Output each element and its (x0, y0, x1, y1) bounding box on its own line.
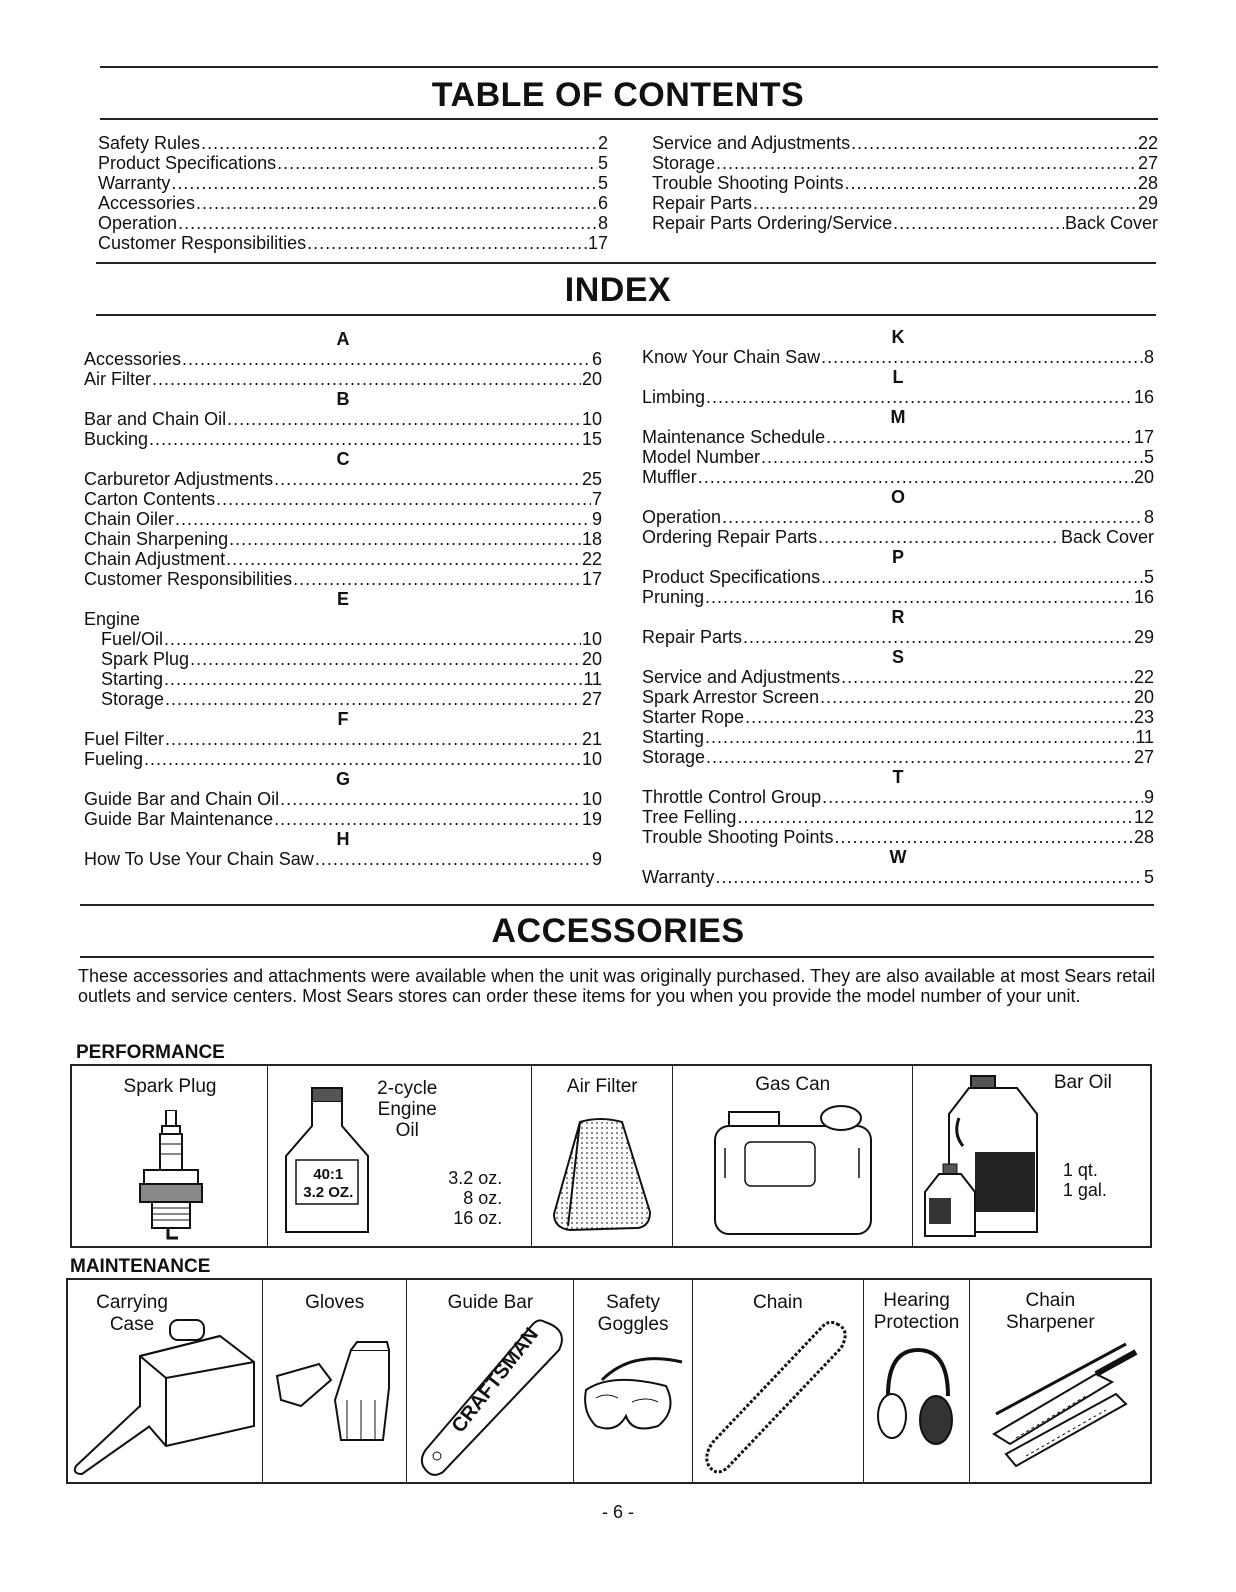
leader-dots (171, 173, 597, 193)
entry-page: 28 (1137, 173, 1158, 193)
air-filter-label: Air Filter (566, 1076, 638, 1097)
entry-label: Trouble Shooting Points (652, 173, 844, 193)
entry-page: 29 (1137, 193, 1158, 213)
entry-page: Back Cover (1064, 213, 1158, 233)
entry-label: Repair Parts (642, 627, 743, 647)
leader-dots (834, 827, 1133, 847)
entry-page: 20 (581, 369, 602, 389)
carrying-case-label: Carrying Case (96, 1292, 168, 1335)
list-item (84, 529, 602, 549)
chain-sharpener-icon (976, 1334, 1146, 1474)
index-letter: B (336, 389, 350, 409)
engine-oil-label: 2-cycle Engine Oil (377, 1078, 438, 1141)
entry-label: Carburetor Adjustments (84, 469, 274, 489)
entry-page: 16 (1133, 587, 1154, 607)
leader-dots (821, 347, 1143, 367)
entry-page: 5 (597, 153, 608, 173)
list-item (642, 567, 1154, 587)
entry-label: Know Your Chain Saw (642, 347, 821, 367)
entry-page: 20 (581, 649, 602, 669)
list-item (98, 233, 608, 253)
list-item (84, 549, 602, 569)
index-title: INDEX (564, 271, 672, 309)
index-letter: W (889, 847, 907, 867)
list-item (84, 849, 602, 869)
list-item (84, 729, 602, 749)
safety-goggles-cell (574, 1280, 693, 1482)
list-item (84, 789, 602, 809)
leader-dots (705, 587, 1133, 607)
entry-page: 6 (597, 193, 608, 213)
entry-label: Service and Adjustments (642, 667, 841, 687)
list-item (98, 173, 608, 193)
leader-dots (229, 529, 581, 549)
entry-page: 6 (591, 349, 602, 369)
hearing-protection-icon (874, 1346, 962, 1456)
toc-left-column (98, 133, 608, 253)
entry-page: Back Cover (1060, 527, 1154, 547)
leader-dots (164, 669, 582, 689)
spark-plug-icon (138, 1110, 204, 1240)
entry-label: Fuel/Oil (101, 629, 164, 649)
entry-label: Fueling (84, 749, 144, 769)
entry-label: Repair Parts (652, 193, 753, 213)
hearing-protection-label: Hearing Protection (873, 1290, 960, 1333)
entry-page: 22 (1137, 133, 1158, 153)
entry-page: 8 (597, 213, 608, 233)
leader-dots (274, 469, 581, 489)
index-letter: S (891, 647, 904, 667)
entry-label: Chain Adjustment (84, 549, 226, 569)
chain-label: Chain (753, 1292, 803, 1313)
entry-label: Bucking (84, 429, 149, 449)
index-letter: C (336, 449, 350, 469)
toc-bottom-rule (100, 118, 1158, 120)
index-letter: O (890, 487, 905, 507)
leader-dots (851, 133, 1137, 153)
entry-label: Storage (101, 689, 165, 709)
entry-page: 29 (1133, 627, 1154, 647)
toc-right-column (652, 133, 1158, 233)
gloves-label: Gloves (305, 1292, 365, 1313)
maintenance-grid (66, 1278, 1152, 1484)
leader-dots (190, 649, 581, 669)
leader-dots (144, 749, 581, 769)
entry-label: Accessories (98, 193, 196, 213)
leader-dots (152, 369, 581, 389)
list-item (642, 587, 1154, 607)
leader-dots (722, 507, 1143, 527)
leader-dots (705, 727, 1134, 747)
leader-dots (165, 729, 581, 749)
entry-label: Model Number (642, 447, 761, 467)
entry-label: Fuel Filter (84, 729, 165, 749)
entry-label: Bar and Chain Oil (84, 409, 227, 429)
list-item (642, 867, 1154, 887)
entry-page: 23 (1133, 707, 1154, 727)
leader-dots (165, 689, 581, 709)
entry-page: 19 (581, 809, 602, 829)
entry-label: Muffler (642, 467, 697, 487)
entry-page: 5 (597, 173, 608, 193)
leader-dots (164, 629, 581, 649)
entry-label: Spark Arrestor Screen (642, 687, 820, 707)
gas-can-label: Gas Can (755, 1074, 831, 1095)
entry-label: Operation (642, 507, 722, 527)
entry-page: 5 (1143, 867, 1154, 887)
guide-bar-cell (407, 1280, 574, 1482)
entry-label: Starting (642, 727, 705, 747)
leader-dots (227, 409, 581, 429)
gas-can-cell (673, 1066, 913, 1246)
list-item (84, 649, 602, 669)
entry-label: Warranty (98, 173, 171, 193)
entry-page: 8 (1143, 507, 1154, 527)
leader-dots (706, 387, 1133, 407)
leader-dots (274, 809, 581, 829)
list-item (642, 787, 1154, 807)
safety-goggles-label: Safety Goggles (597, 1292, 669, 1335)
entry-page: 11 (1135, 727, 1154, 747)
list-item (84, 749, 602, 769)
chain-icon (699, 1316, 857, 1478)
gloves-icon (271, 1340, 401, 1452)
list-item (84, 429, 602, 449)
guide-bar-label: Guide Bar (447, 1292, 534, 1313)
entry-page: 15 (581, 429, 602, 449)
list-item (642, 527, 1154, 547)
leader-dots (315, 849, 591, 869)
list-item (642, 827, 1154, 847)
leader-dots (226, 549, 581, 569)
list-item (84, 629, 602, 649)
leader-dots (698, 467, 1133, 487)
index-letter: R (891, 607, 905, 627)
accessories-top-rule (80, 904, 1154, 906)
entry-page: 21 (581, 729, 602, 749)
air-filter-icon (550, 1116, 654, 1234)
entry-page: 17 (587, 233, 608, 253)
guide-bar-icon (413, 1316, 569, 1478)
leader-dots (844, 173, 1137, 193)
leader-dots (216, 489, 591, 509)
list-item (642, 627, 1154, 647)
leader-dots (893, 213, 1064, 233)
list-item (652, 133, 1158, 153)
entry-label: Safety Rules (98, 133, 201, 153)
entry-label: Product Specifications (98, 153, 277, 173)
entry-page: 17 (1133, 427, 1154, 447)
toc-title: TABLE OF CONTENTS (431, 76, 805, 114)
entry-label: Product Specifications (642, 567, 821, 587)
list-item (84, 689, 602, 709)
entry-label: Customer Responsibilities (84, 569, 293, 589)
toc-top-rule (100, 66, 1158, 68)
entry-label: Throttle Control Group (642, 787, 822, 807)
list-item (652, 153, 1158, 173)
oil-bottle-ratio: 40:1 3.2 OZ. (303, 1166, 354, 1201)
spark-plug-label: Spark Plug (123, 1076, 217, 1097)
index-bottom-rule (96, 314, 1156, 316)
entry-label: How To Use Your Chain Saw (84, 849, 314, 869)
list-item (84, 809, 602, 829)
leader-dots (745, 707, 1133, 727)
index-letter: P (891, 547, 904, 567)
air-filter-cell (532, 1066, 672, 1246)
performance-grid (70, 1064, 1152, 1248)
entry-label: Guide Bar Maintenance (84, 809, 274, 829)
index-letter: F (337, 709, 349, 729)
entry-page: 27 (1137, 153, 1158, 173)
entry-label: Storage (652, 153, 716, 173)
index-left-column (84, 329, 602, 869)
chain-cell (693, 1280, 864, 1482)
safety-goggles-icon (582, 1350, 686, 1446)
leader-dots (280, 789, 581, 809)
leader-dots (826, 427, 1133, 447)
list-item (84, 409, 602, 429)
leader-dots (743, 627, 1133, 647)
index-letter: M (890, 407, 906, 427)
entry-label: Trouble Shooting Points (642, 827, 834, 847)
entry-label: Ordering Repair Parts (642, 527, 818, 547)
entry-label: Tree Felling (642, 807, 737, 827)
entry-label: Pruning (642, 587, 705, 607)
entry-page: 22 (581, 549, 602, 569)
leader-dots (820, 687, 1133, 707)
chain-sharpener-cell (970, 1280, 1150, 1482)
list-item (84, 369, 602, 389)
index-heading: Engine (84, 609, 141, 629)
oil-bottle-icon (282, 1086, 372, 1236)
entry-page: 10 (581, 789, 602, 809)
entry-page: 20 (1133, 467, 1154, 487)
leader-dots (277, 153, 597, 173)
leader-dots (149, 429, 581, 449)
leader-dots (715, 867, 1143, 887)
entry-label: Storage (642, 747, 706, 767)
list-item (642, 347, 1154, 367)
list-item (84, 569, 602, 589)
index-letter: H (336, 829, 350, 849)
list-item (84, 349, 602, 369)
entry-page: 7 (591, 489, 602, 509)
entry-page: 11 (583, 669, 602, 689)
entry-page: 27 (581, 689, 602, 709)
entry-page: 18 (581, 529, 602, 549)
leader-dots (821, 567, 1143, 587)
engine-oil-sizes: 3.2 oz. 8 oz. 16 oz. (448, 1168, 503, 1228)
index-letter: E (336, 589, 349, 609)
entry-label: Spark Plug (101, 649, 190, 669)
entry-label: Starter Rope (642, 707, 745, 727)
chain-sharpener-label: Chain Sharpener (1005, 1290, 1095, 1333)
index-letter: G (335, 769, 350, 789)
entry-label: Chain Oiler (84, 509, 175, 529)
list-item (642, 507, 1154, 527)
entry-label: Maintenance Schedule (642, 427, 826, 447)
index-top-rule (96, 262, 1156, 264)
entry-page: 10 (581, 629, 602, 649)
entry-page: 16 (1133, 387, 1154, 407)
list-item (98, 133, 608, 153)
spark-plug-cell (72, 1066, 268, 1246)
entry-page: 20 (1133, 687, 1154, 707)
entry-label: Repair Parts Ordering/Service (652, 213, 893, 233)
list-item (98, 153, 608, 173)
list-item (84, 669, 602, 689)
list-item (642, 467, 1154, 487)
entry-page: 9 (591, 849, 602, 869)
leader-dots (307, 233, 587, 253)
entry-page: 22 (1133, 667, 1154, 687)
list-item (84, 469, 602, 489)
list-item (98, 193, 608, 213)
entry-label: Warranty (642, 867, 715, 887)
list-item (642, 687, 1154, 707)
entry-label: Service and Adjustments (652, 133, 851, 153)
entry-page: 10 (581, 749, 602, 769)
list-item (98, 213, 608, 233)
page-number: - 6 - (601, 1502, 634, 1522)
list-item (642, 387, 1154, 407)
entry-page: 5 (1143, 447, 1154, 467)
list-item (642, 747, 1154, 767)
entry-page: 9 (1143, 787, 1154, 807)
entry-label: Guide Bar and Chain Oil (84, 789, 280, 809)
index-letter: T (892, 767, 904, 787)
carrying-case-icon (70, 1316, 260, 1478)
list-item (84, 509, 602, 529)
entry-label: Chain Sharpening (84, 529, 229, 549)
list-item (652, 193, 1158, 213)
entry-label: Customer Responsibilities (98, 233, 307, 253)
entry-page: 9 (591, 509, 602, 529)
engine-oil-cell (268, 1066, 532, 1246)
entry-page: 27 (1133, 747, 1154, 767)
entry-label: Air Filter (84, 369, 151, 389)
bar-oil-jugs-icon (919, 1074, 1049, 1240)
leader-dots (753, 193, 1137, 213)
entry-label: Operation (98, 213, 178, 233)
leader-dots (822, 787, 1143, 807)
leader-dots (841, 667, 1133, 687)
list-item (642, 447, 1154, 467)
index-letter: L (892, 367, 904, 387)
guide-bar-brand: CRAFTSMAN (447, 1323, 544, 1438)
list-item (642, 807, 1154, 827)
gas-can-icon (709, 1102, 879, 1238)
leader-dots (737, 807, 1133, 827)
entry-page: 17 (581, 569, 602, 589)
gloves-cell (263, 1280, 408, 1482)
accessories-intro: These accessories and attachments were available when the unit was originally purchased. They are also available at most Sears retail outlets and service centers. Most Sears stores can order these items for you when you provide the model number of your unit. (78, 966, 1156, 1006)
bar-oil-sizes: 1 qt. 1 gal. (1062, 1160, 1107, 1200)
index-letter: K (891, 327, 905, 347)
index-letter: A (336, 329, 350, 349)
entry-page: 10 (581, 409, 602, 429)
performance-heading: PERFORMANCE (76, 1042, 225, 1063)
entry-page: 5 (1143, 567, 1154, 587)
leader-dots (178, 213, 597, 233)
list-item (652, 213, 1158, 233)
hearing-protection-cell (864, 1280, 971, 1482)
list-item (642, 427, 1154, 447)
bar-oil-cell (913, 1066, 1150, 1246)
entry-label: Starting (101, 669, 164, 689)
leader-dots (196, 193, 597, 213)
entry-page: 28 (1133, 827, 1154, 847)
list-item (84, 489, 602, 509)
entry-page: 2 (597, 133, 608, 153)
list-item (642, 727, 1154, 747)
list-item (642, 707, 1154, 727)
entry-page: 25 (581, 469, 602, 489)
leader-dots (706, 747, 1133, 767)
list-item (652, 173, 1158, 193)
entry-label: Carton Contents (84, 489, 216, 509)
bar-oil-label: Bar Oil (1053, 1072, 1112, 1093)
leader-dots (761, 447, 1143, 467)
accessories-bottom-rule (80, 956, 1154, 958)
maintenance-heading: MAINTENANCE (70, 1256, 211, 1277)
entry-label: Limbing (642, 387, 706, 407)
entry-label: Accessories (84, 349, 182, 369)
leader-dots (201, 133, 597, 153)
leader-dots (182, 349, 591, 369)
entry-page: 8 (1143, 347, 1154, 367)
leader-dots (175, 509, 591, 529)
index-right-column (642, 327, 1154, 887)
list-item (642, 667, 1154, 687)
accessories-title: ACCESSORIES (491, 912, 745, 950)
leader-dots (818, 527, 1060, 547)
entry-page: 12 (1133, 807, 1154, 827)
carrying-case-cell (68, 1280, 263, 1482)
leader-dots (293, 569, 581, 589)
leader-dots (716, 153, 1137, 173)
